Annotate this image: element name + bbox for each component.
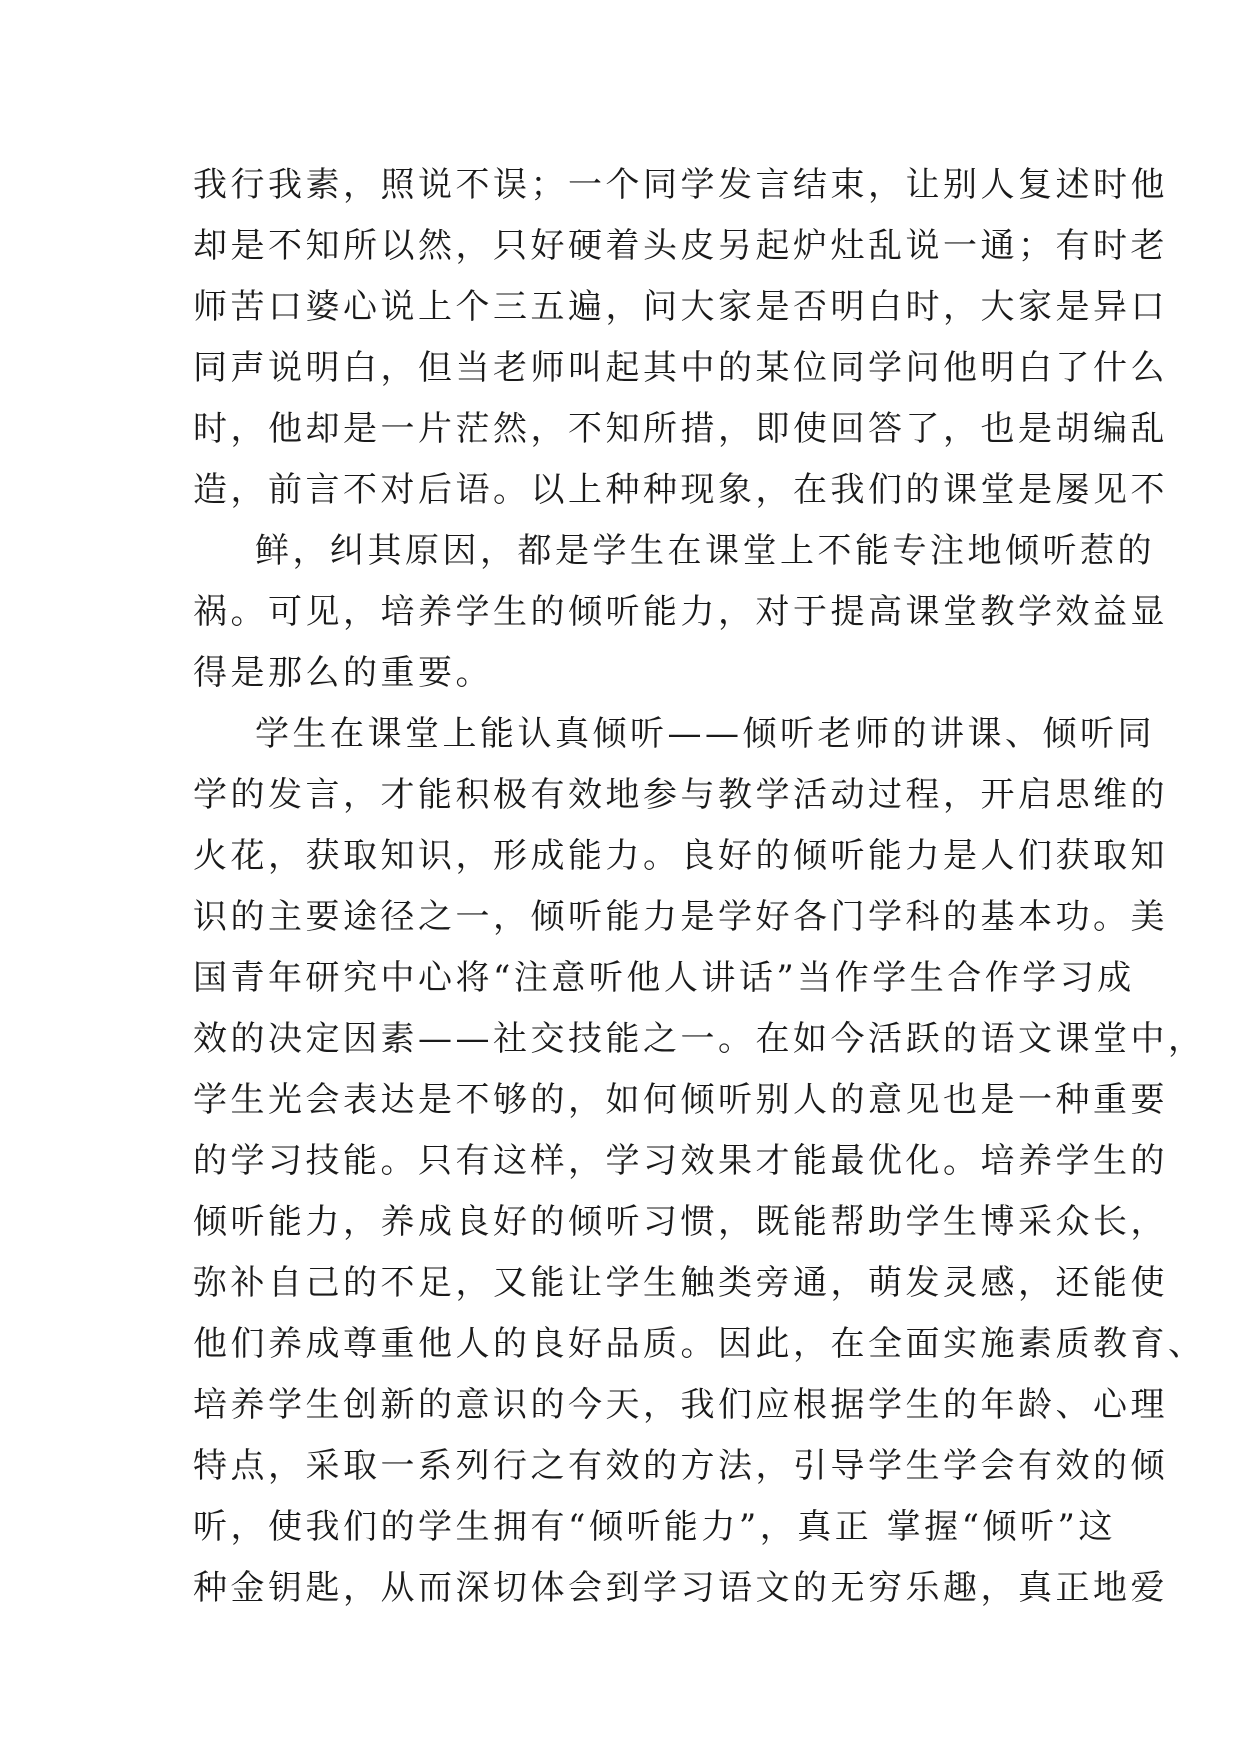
text-line-15: 效的决定因素——社交技能之一。在如今活跃的语文课堂中，: [193, 1019, 1206, 1059]
text-line-8: 祸。可见，培养学生的倾听能力，对于提高课堂教学效益显: [193, 592, 1168, 632]
text-line-5: 时，他却是一片茫然，不知所措，即使回答了，也是胡编乱: [193, 409, 1168, 449]
text-line-18: 倾听能力，养成良好的倾听习惯，既能帮助学生博采众长，: [193, 1202, 1168, 1242]
text-line-11: 学的发言，才能积极有效地参与教学活动过程，开启思维的: [193, 775, 1168, 815]
text-line-3: 师苦口婆心说上个三五遍，问大家是否明白时，大家是异口: [193, 287, 1168, 327]
text-line-1: 我行我素，照说不误；一个同学发言结束，让别人复述时他: [193, 165, 1168, 205]
text-line-24: 种金钥匙，从而深切体会到学习语文的无穷乐趣，真正地爱: [193, 1568, 1168, 1608]
text-line-16: 学生光会表达是不够的，如何倾听别人的意见也是一种重要: [193, 1080, 1168, 1120]
text-line-9: 得是那么的重要。: [193, 653, 493, 693]
text-line-10: 学生在课堂上能认真倾听——倾听老师的讲课、倾听同: [255, 714, 1155, 754]
text-line-21: 培养学生创新的意识的今天，我们应根据学生的年龄、心理: [193, 1385, 1168, 1425]
text-line-14: 国青年研究中心将“注意听他人讲话”当作学生合作学习成: [193, 958, 1135, 998]
text-line-2: 却是不知所以然，只好硬着头皮另起炉灶乱说一通；有时老: [193, 226, 1168, 266]
text-line-17: 的学习技能。只有这样，学习效果才能最优化。培养学生的: [193, 1141, 1168, 1181]
text-line-20: 他们养成尊重他人的良好品质。因此，在全面实施素质教育、: [193, 1324, 1206, 1364]
text-line-13: 识的主要途径之一，倾听能力是学好各门学科的基本功。美: [193, 897, 1168, 937]
text-line-23: 听，使我们的学生拥有“倾听能力”，真正 掌握“倾听”这: [193, 1507, 1116, 1547]
text-line-19: 弥补自己的不足，又能让学生触类旁通，萌发灵感，还能使: [193, 1263, 1168, 1303]
text-line-7: 鲜，纠其原因，都是学生在课堂上不能专注地倾听惹的: [255, 531, 1155, 571]
text-line-6: 造，前言不对后语。以上种种现象，在我们的课堂是屡见不: [193, 470, 1168, 510]
text-line-12: 火花，获取知识，形成能力。良好的倾听能力是人们获取知: [193, 836, 1168, 876]
text-line-4: 同声说明白，但当老师叫起其中的某位同学问他明白了什么: [193, 348, 1168, 388]
text-line-22: 特点，采取一系列行之有效的方法，引导学生学会有效的倾: [193, 1446, 1168, 1486]
